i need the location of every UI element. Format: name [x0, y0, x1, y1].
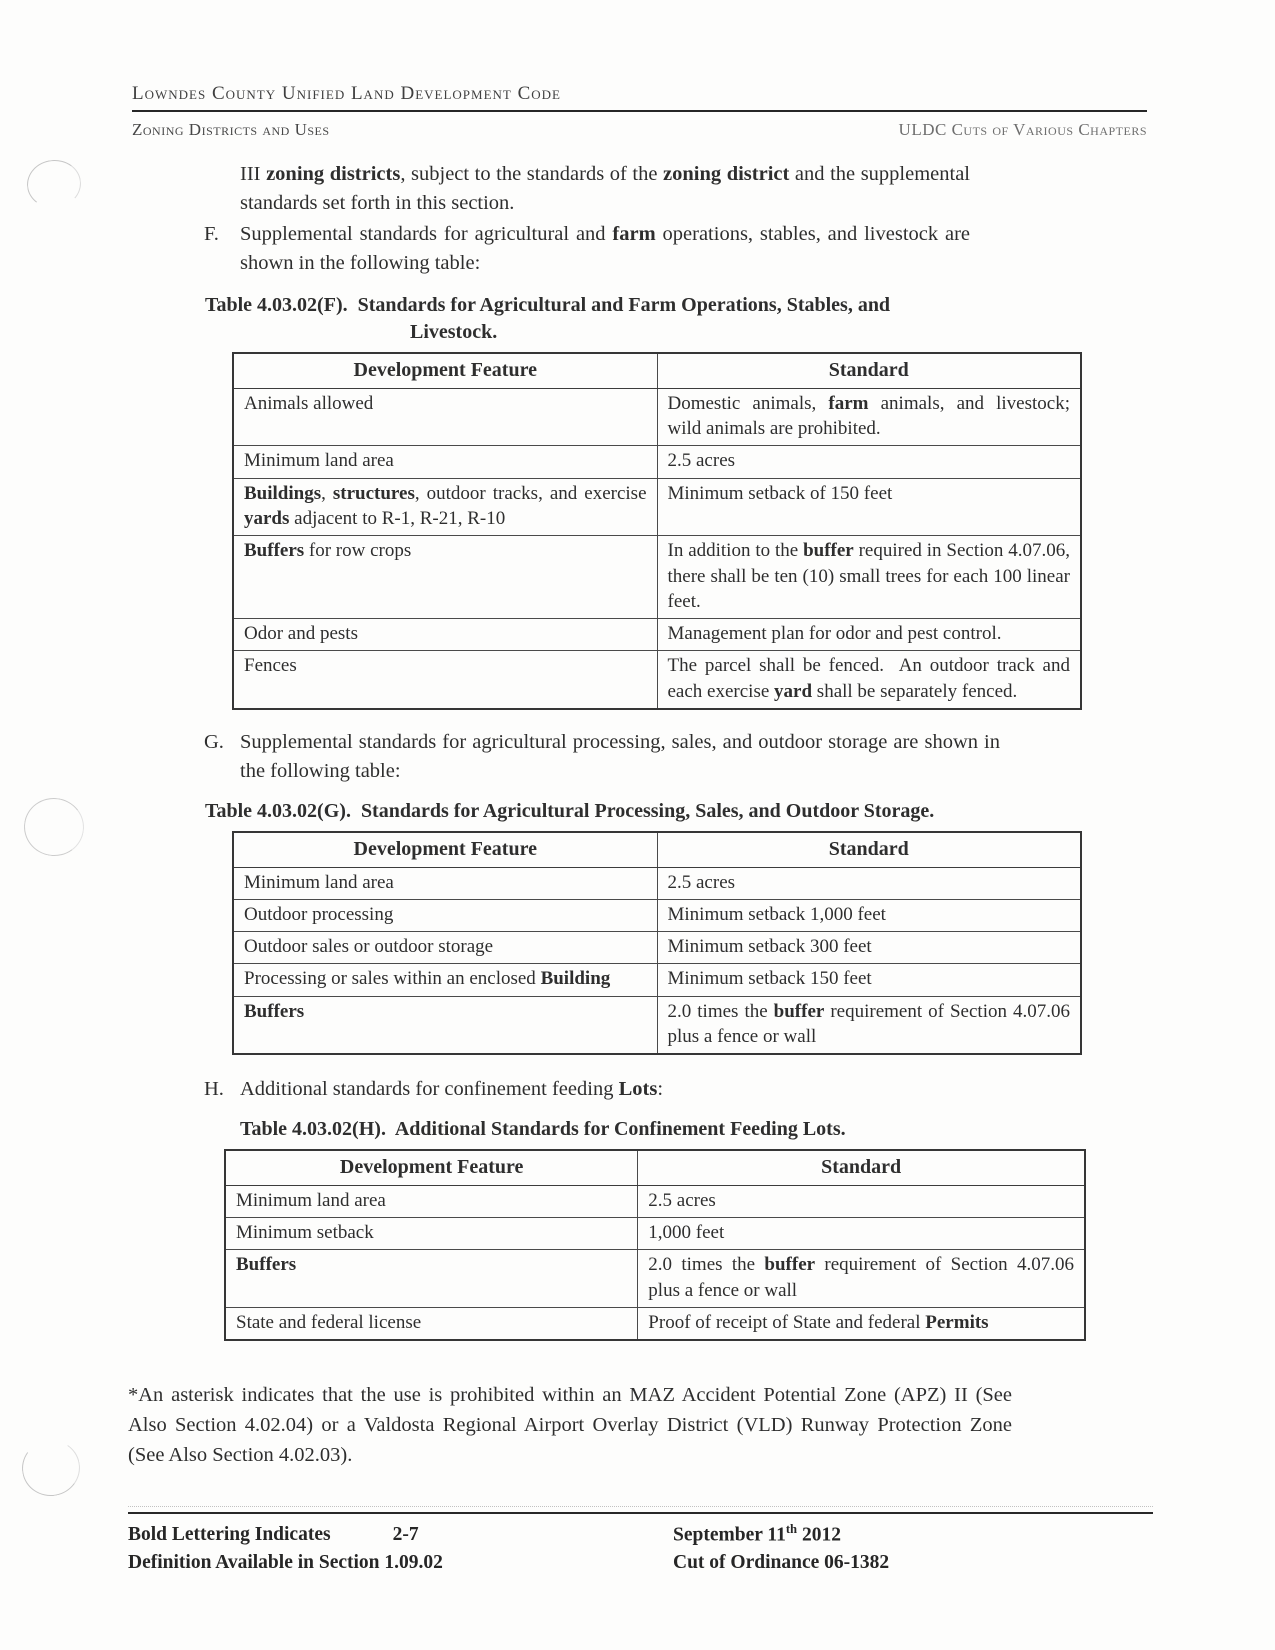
table-row: [233, 388, 1081, 446]
document-source-label: ULDC Cuts of Various Chapters: [898, 119, 1147, 139]
feature-cell: Buildings, structures, outdoor tracks, and exercise yards adjacent to R-1, R-21, R-10: [233, 478, 657, 536]
feature-cell: Buffers: [225, 1250, 638, 1308]
table-header-row: [233, 353, 1081, 388]
feature-cell: Minimum land area: [225, 1185, 638, 1217]
column-header-feature: Development Feature: [233, 353, 657, 388]
page-footer: [128, 1506, 1153, 1576]
feature-cell: Outdoor processing: [233, 899, 657, 931]
column-header-feature: Development Feature: [233, 832, 657, 867]
table-header-row: [233, 832, 1081, 867]
table-row: [225, 1250, 1085, 1308]
standard-cell: Domestic animals, farm animals, and livestock; wild animals are prohibited.: [657, 388, 1081, 446]
table-h-title-line1: Table 4.03.02(H). Additional Standards for Confinement Feeding Lots.: [240, 1118, 846, 1141]
list-item-f: [204, 220, 1092, 278]
list-item-text: Additional standards for confinement feeding Lots:: [240, 1078, 664, 1101]
scan-artifact-arc: [25, 157, 84, 210]
page-header: [132, 84, 1147, 140]
table-h: [224, 1149, 1086, 1341]
standard-cell: Management plan for odor and pest control.: [657, 619, 1081, 651]
intro-paragraph: III zoning districts, subject to the standards of the zoning district and the supplemental standards set forth in this section.: [240, 162, 971, 214]
feature-cell: Buffers for row crops: [233, 536, 657, 619]
table-row: [233, 964, 1081, 996]
footer-left: [128, 1521, 673, 1576]
column-header-standard: Standard: [638, 1150, 1085, 1185]
scan-artifact-arc: [18, 1435, 85, 1500]
list-letter: G.: [204, 730, 224, 753]
table-row: [233, 619, 1081, 651]
table-row: [225, 1185, 1085, 1217]
table-f-title-line2: Livestock.: [410, 321, 498, 344]
table-row: [233, 446, 1081, 478]
definition-note: Definition Available in Section 1.09.02: [128, 1551, 443, 1573]
list-letter: H.: [204, 1078, 224, 1101]
table-header-row: [225, 1150, 1085, 1185]
footer-faint-rule: [128, 1506, 1153, 1507]
header-subtitle-row: [132, 120, 1147, 140]
standard-cell: 2.5 acres: [657, 867, 1081, 899]
bold-lettering-note: Bold Lettering Indicates: [128, 1524, 331, 1546]
table-f-title: [205, 292, 1085, 346]
feature-cell: Minimum land area: [233, 446, 657, 478]
table-g: [232, 831, 1082, 1055]
standard-cell: 2.5 acres: [638, 1185, 1085, 1217]
feature-cell: Processing or sales within an enclosed Building: [233, 964, 657, 996]
list-item-h: [204, 1075, 1092, 1104]
standard-cell: In addition to the buffer required in Section 4.07.06, there shall be ten (10) small trees for each 100 linear feet.: [657, 536, 1081, 619]
list-item-g: [204, 728, 1092, 786]
header-rule: [132, 110, 1147, 112]
list-item-text: Supplemental standards for agricultural processing, sales, and outdoor storage are shown in the following table:: [240, 730, 1000, 782]
page-body: [128, 160, 1092, 1471]
page-number: 2-7: [392, 1524, 419, 1546]
footer-left-line1: [128, 1521, 673, 1548]
asterisk-footnote: *An asterisk indicates that the use is prohibited within an MAZ Accident Potential Zone (APZ) II (See Also Section 4.02.04) or a Valdosta Regional Airport Overlay District (VLD) Runway Protection Zone (See Also Section 4.02.03).: [128, 1384, 1012, 1466]
footer-date: September 11th 2012: [673, 1522, 841, 1546]
column-header-feature: Development Feature: [225, 1150, 638, 1185]
standard-cell: Minimum setback 1,000 feet: [657, 899, 1081, 931]
standard-cell: The parcel shall be fenced. An outdoor track and each exercise yard shall be separately fenced.: [657, 651, 1081, 709]
feature-cell: State and federal license: [225, 1308, 638, 1341]
table-row: [233, 536, 1081, 619]
table-g-title: [205, 798, 1085, 825]
feature-cell: Minimum land area: [233, 867, 657, 899]
footer-right: [673, 1521, 1153, 1576]
table-f: [232, 352, 1082, 710]
table-row: [225, 1308, 1085, 1341]
column-header-standard: Standard: [657, 353, 1081, 388]
standard-cell: Minimum setback 150 feet: [657, 964, 1081, 996]
table-row: [225, 1218, 1085, 1250]
list-item-text: Supplemental standards for agricultural and farm operations, stables, and livestock are shown in the following table:: [240, 223, 971, 275]
table-f-title-line1: Table 4.03.02(F). Standards for Agricultural and Farm Operations, Stables, and: [205, 294, 891, 317]
standard-cell: 2.0 times the buffer requirement of Section 4.07.06 plus a fence or wall: [657, 996, 1081, 1054]
table-h-title: [240, 1116, 1120, 1143]
scan-artifact-circle: [20, 794, 87, 860]
chapter-label: Zoning Districts and Uses: [132, 119, 330, 139]
standard-cell: 1,000 feet: [638, 1218, 1085, 1250]
standard-cell: Proof of receipt of State and federal Permits: [638, 1308, 1085, 1341]
feature-cell: Odor and pests: [233, 619, 657, 651]
table-row: [233, 996, 1081, 1054]
feature-cell: Minimum setback: [225, 1218, 638, 1250]
document-title: Lowndes County Unified Land Development Code: [132, 83, 561, 104]
column-header-standard: Standard: [657, 832, 1081, 867]
feature-cell: Buffers: [233, 996, 657, 1054]
standard-cell: Minimum setback 300 feet: [657, 932, 1081, 964]
table-row: [233, 867, 1081, 899]
ordinance-reference: Cut of Ordinance 06-1382: [673, 1552, 890, 1574]
standard-cell: 2.0 times the buffer requirement of Section 4.07.06 plus a fence or wall: [638, 1250, 1085, 1308]
table-row: [233, 651, 1081, 709]
standard-cell: 2.5 acres: [657, 446, 1081, 478]
standard-cell: Minimum setback of 150 feet: [657, 478, 1081, 536]
list-letter: F.: [204, 223, 219, 246]
table-g-title-line1: Table 4.03.02(G). Standards for Agricultural Processing, Sales, and Outdoor Storage.: [205, 800, 935, 823]
table-row: [233, 478, 1081, 536]
footer-content: [128, 1514, 1153, 1576]
table-row: [233, 932, 1081, 964]
feature-cell: Outdoor sales or outdoor storage: [233, 932, 657, 964]
table-row: [233, 899, 1081, 931]
feature-cell: Animals allowed: [233, 388, 657, 446]
feature-cell: Fences: [233, 651, 657, 709]
